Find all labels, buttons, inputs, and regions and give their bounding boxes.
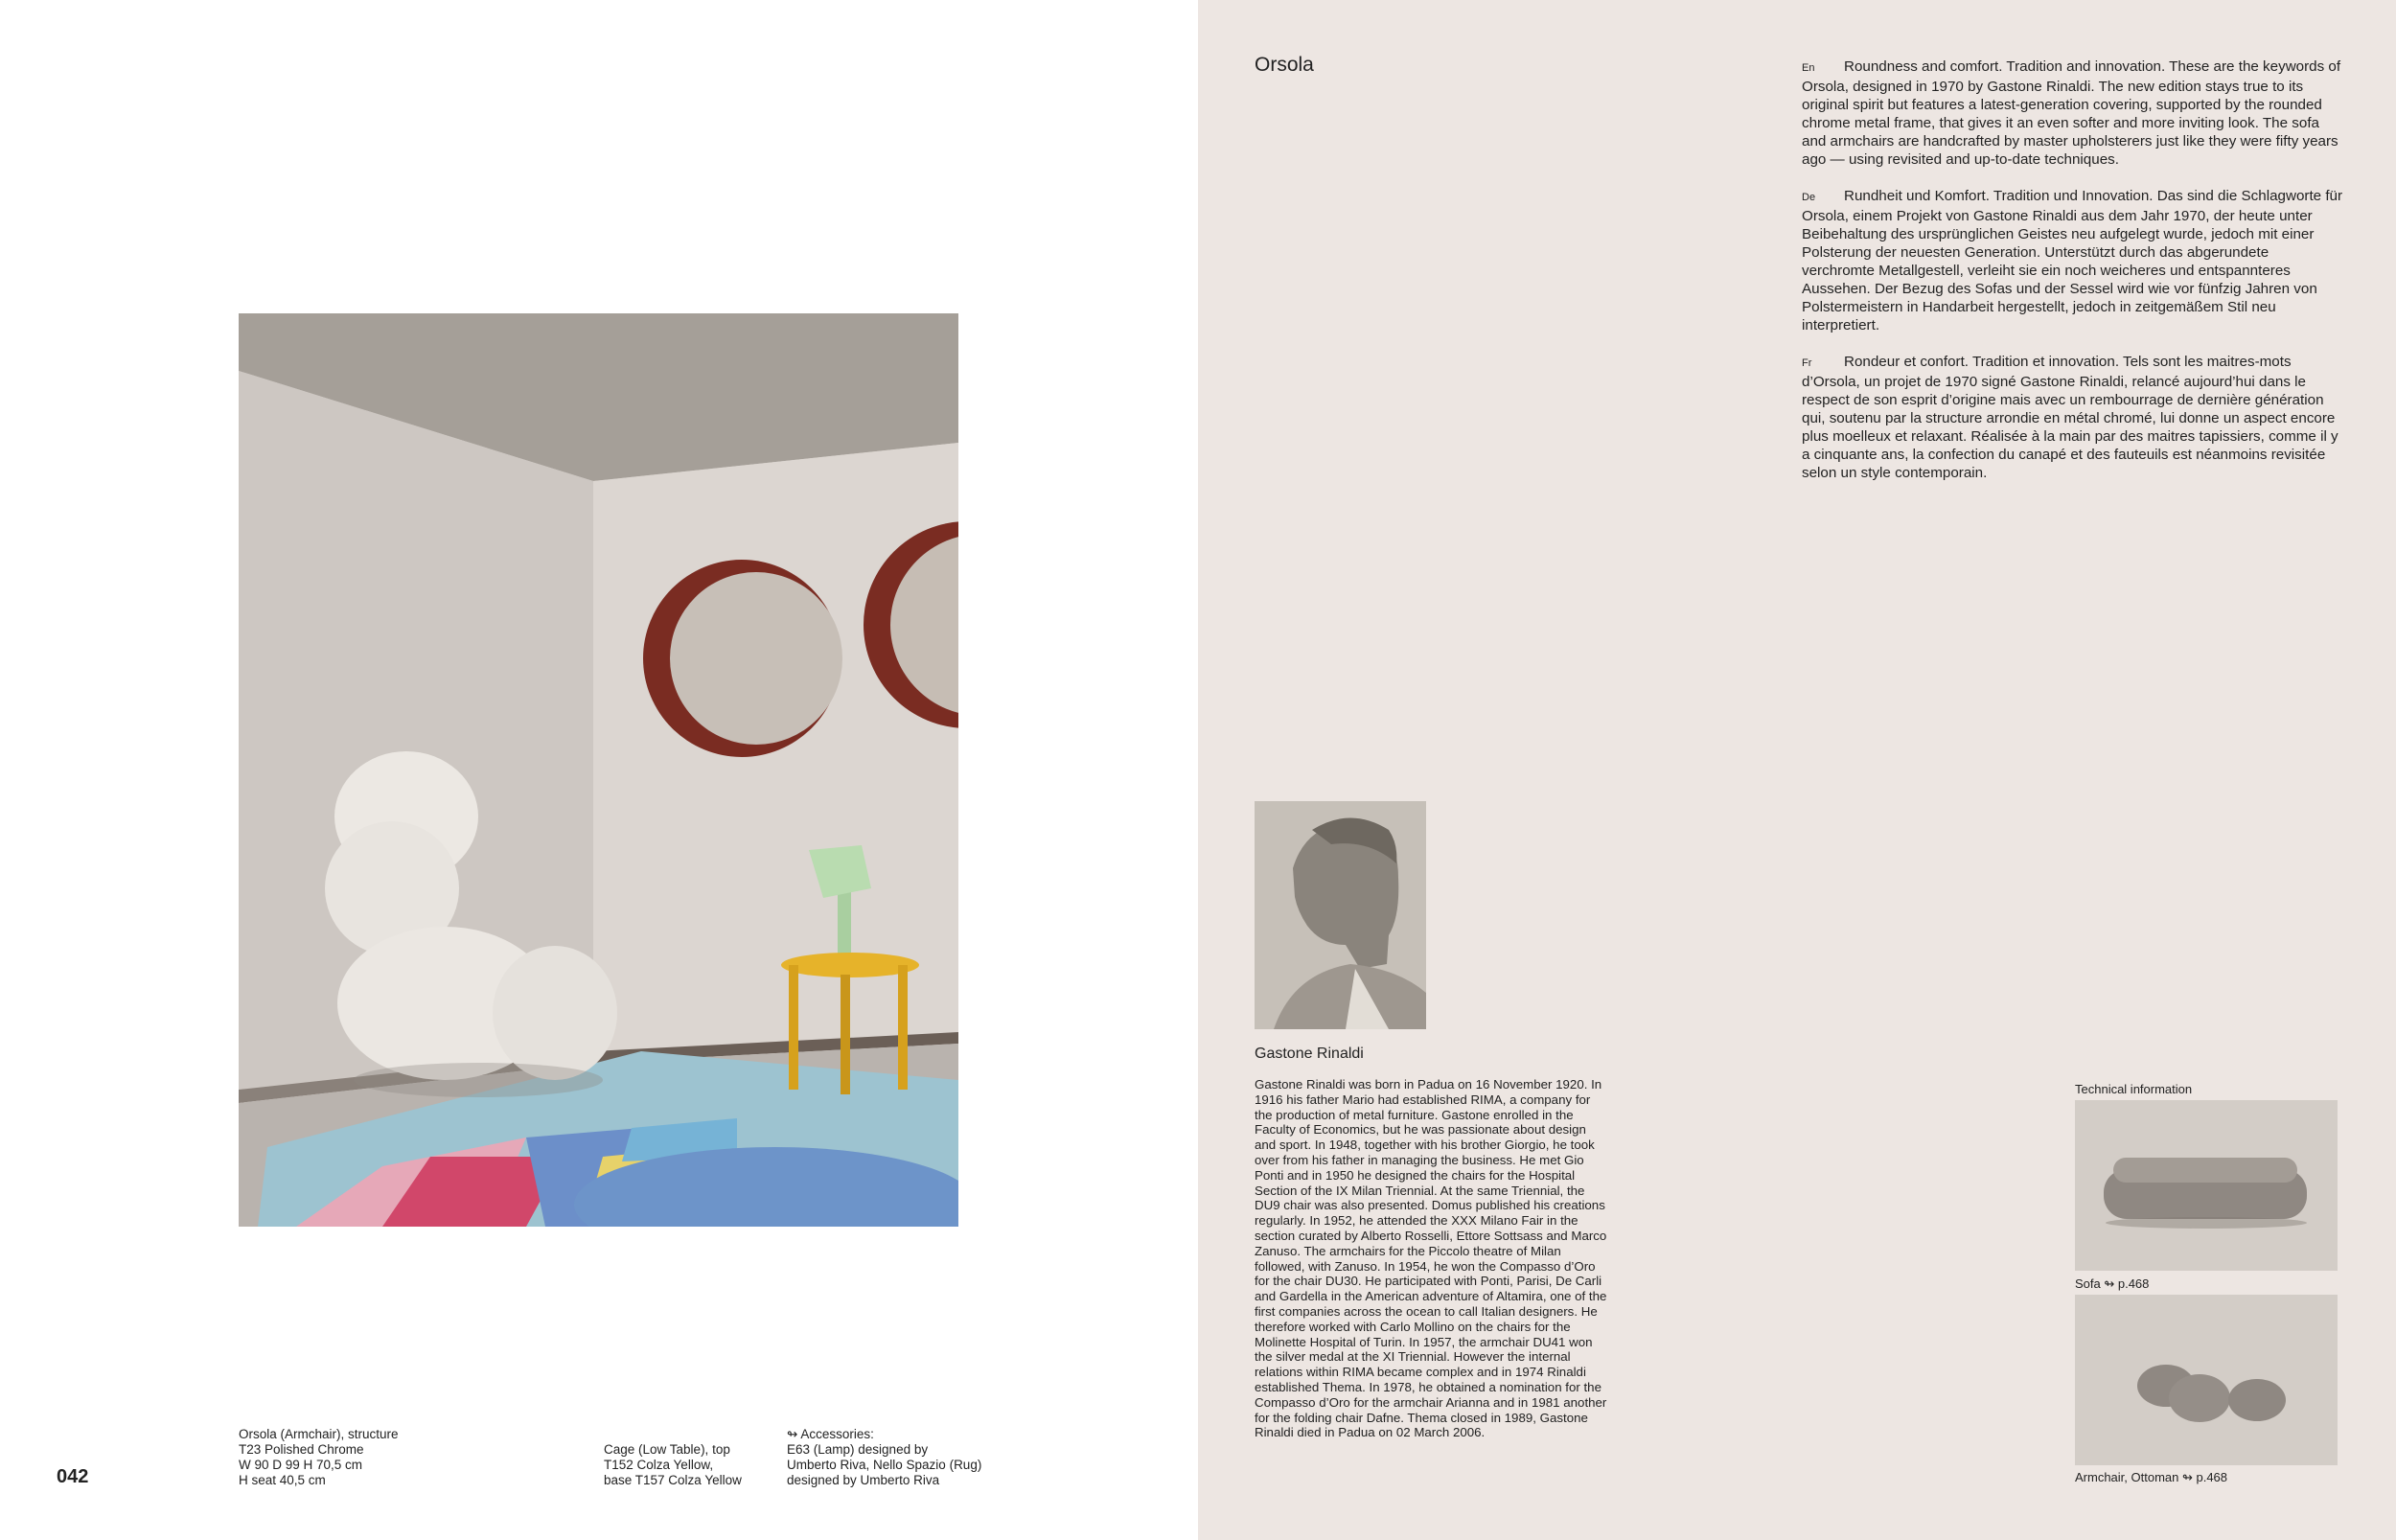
description-text: Rondeur et confort. Tradition et innovation. Tels sont les maitres-mots d’Orsola, un projet de 1970 signé Gastone Rinaldi, relancé aujourd’hui dans le respect de son esprit d’origine mais avec un rembourrage de dernière génération qui, soutenu par la structure arrondie en métal chromé, lui donne un aspect encore plus moelleux et relaxant. Réalisée à la main par des maitres tapissiers, comme il y a cinquante ans, la confection du canapé et des fauteuils est néanmoins revisitée selon un style contemporain. (1802, 354, 2338, 481)
description-de (1802, 187, 2343, 334)
armchair-ottoman-thumbnail (2075, 1295, 2338, 1465)
description-fr (1802, 353, 2343, 482)
description-text: Roundness and comfort. Tradition and innovation. These are the keywords of Orsola, designed in 1970 by Gastone Rinaldi. The new edition stays true to its original spirit but features a latest-generation covering, supported by the rounded chrome metal frame, that gives it an even softer and more inviting look. The sofa and armchairs are handcrafted by master upholsterers just like they were fifty years ago — using revisited and up-to-date techniques. (1802, 58, 2341, 168)
caption-armchair: Orsola (Armchair), structure T23 Polished Chrome W 90 D 99 H 70,5 cm H seat 40,5 cm (239, 1427, 399, 1487)
interior-photo (239, 313, 958, 1227)
page-number: 042 (57, 1466, 89, 1487)
description-block (1802, 57, 2343, 500)
language-tag: En (1802, 62, 1815, 74)
language-tag: De (1802, 192, 1816, 203)
description-en (1802, 57, 2343, 169)
description-text: Rundheit und Komfort. Tradition und Innovation. Das sind die Schlagworte für Orsola, einem Projekt von Gastone Rinaldi aus dem Jahr 1970, der heute unter Beibehaltung des ursprünglichen Geistes neu aufgelegt wurde, jedoch mit einer Polsterung der neuesten Generation. Unterstützt durch das abgerundete verchromte Metallgestell, verleiht sie ein noch weicheres und entspannteres Aussehen. Der Bezug des Sofas und der Sessel wird wie vor fünfzig Jahren von Polstermeistern in Handarbeit hergestellt, jedoch in zeitgemäßem Stil neu interpretiert. (1802, 188, 2343, 333)
designer-bio: Gastone Rinaldi was born in Padua on 16 November 1920. In 1916 his father Mario had established RIMA, a company for the production of metal furniture. Gastone enrolled in the Faculty of Economics, but he was passionate about design and sport. In 1948, together with his brother Giorgio, he took over from his father in managing the business. He met Gio Ponti and in 1950 he designed the chairs for the Hospital Section of the IX Milan Triennial. At the same Triennial, the DU9 chair was also presented. Domus published his creations regularly. In 1952, he attended the XXX Milano Fair in the section curated by Alberto Rosselli, Ettore Sottsass and Marco Zanuso. The armchairs for the Piccolo theatre of Milan followed, with Zanuso. In 1954, he won the Compasso d’Oro for the chair DU30. He participated with Ponti, Parisi, De Carli and Gardella in the American adventure of Altamira, one of the first companies across the ocean to call Italian designers. He therefore worked with Carlo Mollino on the chairs for the Molinette Hospital of Turin. In 1957, the armchair DU41 won the silver medal at the XI Triennial. However the internal relations within RIMA became complex and in 1974 Rinaldi established Thema. In 1978, he obtained a nomination for the Compasso d’Oro for the armchair Arianna and in 1981 another for the folding chair Dafne. Thema closed in 1989, Gastone Rinaldi died in Padua on 02 March 2006. (1255, 1077, 1607, 1440)
armchair-ottoman-label: Armchair, Ottoman ↬ p.468 (2075, 1470, 2228, 1484)
designer-portrait (1255, 801, 1426, 1029)
caption-accessories: ↬ Accessories: E63 (Lamp) designed by Umberto Riva, Nello Spazio (Rug) designed by Umberto Riva (787, 1427, 982, 1487)
designer-name: Gastone Rinaldi (1255, 1046, 1364, 1062)
caption-table: Cage (Low Table), top T152 Colza Yellow, base T157 Colza Yellow (604, 1442, 742, 1487)
technical-info-title: Technical information (2075, 1082, 2193, 1096)
sofa-thumbnail (2075, 1100, 2338, 1271)
product-title: Orsola (1255, 54, 1314, 76)
language-tag: Fr (1802, 357, 1812, 369)
sofa-label: Sofa ↬ p.468 (2075, 1276, 2150, 1291)
